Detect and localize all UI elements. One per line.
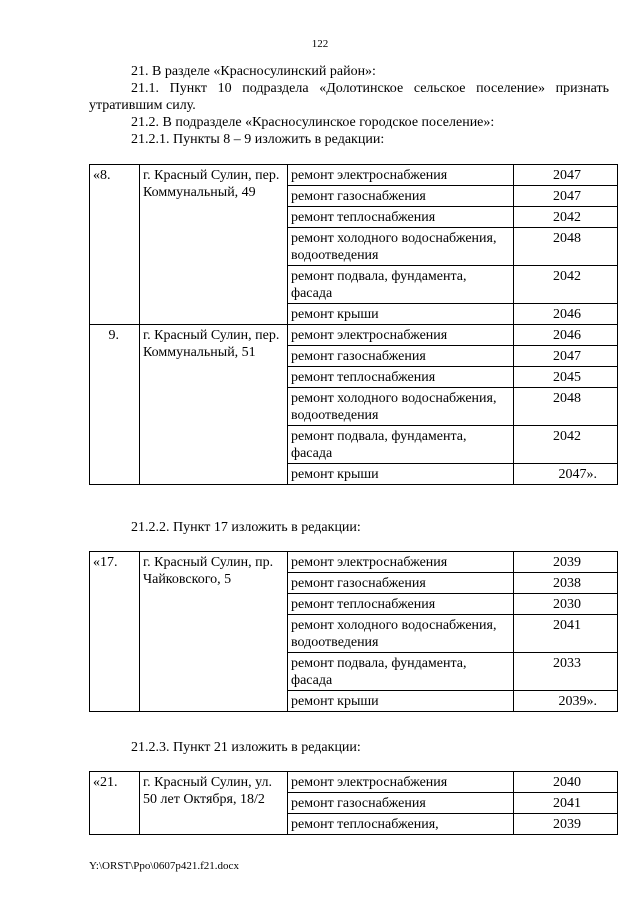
item-address: г. Красный Сулин, ул. 50 лет Октября, 18/2 [140,772,288,835]
work-year: 2047 [514,165,618,186]
work-type: ремонт теплоснабжения [288,207,514,228]
paragraph-21-2: 21.2. В подразделе «Красносулинское городское поселение»: [131,115,495,130]
work-year: 2046 [514,304,618,325]
work-year: 2040 [514,772,618,793]
work-year: 2042 [514,207,618,228]
work-year: 2048 [514,388,618,426]
work-year: 2039 [514,552,618,573]
work-type: ремонт подвала, фундамента, фасада [288,426,514,464]
work-year: 2042 [514,266,618,304]
work-type: ремонт крыши [288,304,514,325]
work-type: ремонт электроснабжения [288,325,514,346]
work-year: 2039». [514,691,618,712]
work-type: ремонт газоснабжения [288,346,514,367]
work-type: ремонт теплоснабжения, [288,814,514,835]
work-type: ремонт электроснабжения [288,552,514,573]
paragraph-21-2-3: 21.2.3. Пункт 21 изложить в редакции: [131,740,361,755]
table-row [90,552,618,573]
paragraph-21-2-2: 21.2.2. Пункт 17 изложить в редакции: [131,520,361,535]
table-item-21 [89,771,618,835]
work-type: ремонт холодного водоснабжения, водоотведения [288,388,514,426]
work-type: ремонт газоснабжения [288,793,514,814]
work-year: 2038 [514,573,618,594]
work-type: ремонт газоснабжения [288,573,514,594]
work-year: 2039 [514,814,618,835]
work-year: 2033 [514,653,618,691]
item-number: «21. [90,772,140,835]
item-number: «8. [90,165,140,325]
table-item-17 [89,551,618,712]
work-type: ремонт газоснабжения [288,186,514,207]
work-year: 2046 [514,325,618,346]
item-address: г. Красный Сулин, пер. Коммунальный, 51 [140,325,288,485]
work-year: 2041 [514,793,618,814]
work-year: 2048 [514,228,618,266]
table-row [90,165,618,186]
work-type: ремонт подвала, фундамента, фасада [288,653,514,691]
footer-file-path: Y:\ORST\Ppo\0607p421.f21.docx [89,860,239,872]
paragraph-21-1: 21.1. Пункт 10 подраздела «Долотинское сельское поселение» признать утратившим силу. [89,81,609,113]
work-year: 2041 [514,615,618,653]
table-row [90,325,618,346]
work-type: ремонт теплоснабжения [288,594,514,615]
item-address: г. Красный Сулин, пр. Чайковского, 5 [140,552,288,712]
work-type: ремонт холодного водоснабжения, водоотведения [288,615,514,653]
item-number: «17. [90,552,140,712]
paragraph-21-2-1: 21.2.1. Пункты 8 – 9 изложить в редакции: [131,132,385,147]
section-heading: 21. В разделе «Красносулинский район»: [131,64,376,79]
work-type: ремонт холодного водоснабжения, водоотведения [288,228,514,266]
work-type: ремонт подвала, фундамента, фасада [288,266,514,304]
item-address: г. Красный Сулин, пер. Коммунальный, 49 [140,165,288,325]
work-year: 2045 [514,367,618,388]
work-year: 2030 [514,594,618,615]
work-year: 2047 [514,186,618,207]
work-type: ремонт крыши [288,691,514,712]
item-number: 9. [90,325,140,485]
work-year: 2042 [514,426,618,464]
work-type: ремонт теплоснабжения [288,367,514,388]
work-type: ремонт электроснабжения [288,772,514,793]
work-year: 2047». [514,464,618,485]
work-type: ремонт электроснабжения [288,165,514,186]
work-year: 2047 [514,346,618,367]
table-row [90,772,618,793]
table-items-8-9 [89,164,618,485]
page-number: 122 [311,38,329,50]
work-type: ремонт крыши [288,464,514,485]
